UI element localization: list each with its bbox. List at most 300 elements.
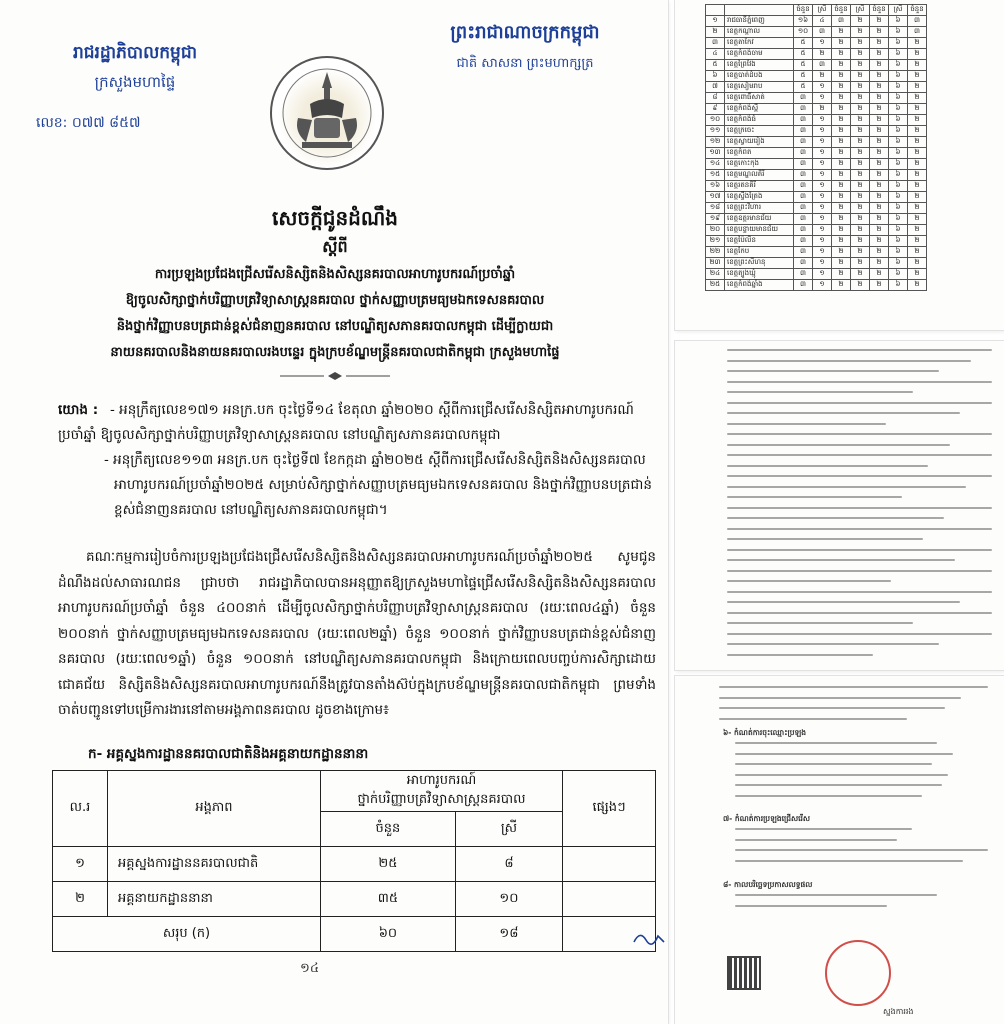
table-cell: ២ — [908, 269, 927, 280]
table-cell: ៦ — [889, 49, 908, 60]
table-cell: ៣ — [794, 159, 813, 170]
table-cell: ៦ — [889, 203, 908, 214]
col-header-female: ស្រី — [455, 812, 562, 847]
kingdom-header — [430, 20, 620, 74]
table-cell: ២ — [851, 71, 870, 82]
table-cell: ៣ — [794, 126, 813, 137]
table-cell: ២ — [870, 247, 889, 258]
province-name-cell: ខេត្តប៉ៃលិន — [725, 236, 794, 247]
table-cell: ៣ — [794, 258, 813, 269]
table-cell: ២ — [851, 170, 870, 181]
table-cell: ២ — [832, 71, 851, 82]
official-stamp-icon — [825, 940, 891, 1006]
table-cell: ១ — [813, 181, 832, 192]
table-cell: ២ — [908, 170, 927, 181]
table-cell: ១៦ — [794, 16, 813, 27]
table-cell: ៣ — [813, 60, 832, 71]
table-cell: ១០ — [794, 27, 813, 38]
table-row — [53, 882, 656, 917]
table-cell: ២ — [908, 159, 927, 170]
table-cell: ២ — [832, 247, 851, 258]
row-no: ១ — [53, 847, 108, 882]
province-name-cell: ខេត្តព្រះវិហារ — [725, 203, 794, 214]
table-cell: ២ — [851, 258, 870, 269]
table-cell: ៣ — [794, 236, 813, 247]
table-row — [706, 137, 927, 148]
table-cell: ១៦ — [706, 181, 725, 192]
province-name-cell: ខេត្តកែប — [725, 247, 794, 258]
row-total: ៣៥ — [321, 882, 456, 917]
table-cell: ២ — [851, 225, 870, 236]
table-cell: ២ — [832, 170, 851, 181]
table-cell: ៦ — [889, 192, 908, 203]
table-cell: ២ — [908, 49, 927, 60]
table-cell: ២ — [851, 93, 870, 104]
table-cell: ២ — [870, 38, 889, 49]
table-cell: ៣ — [794, 280, 813, 291]
table-row — [706, 225, 927, 236]
table-cell: ២ — [870, 170, 889, 181]
table-cell: ៣ — [794, 247, 813, 258]
qr-code-icon — [727, 956, 761, 990]
table-cell: ២ — [832, 126, 851, 137]
row-female: ១០ — [455, 882, 562, 917]
table-cell: ៦ — [889, 236, 908, 247]
table-cell: ៣ — [813, 27, 832, 38]
table-row — [706, 181, 927, 192]
province-name-cell: ខេត្តស្វាយរៀង — [725, 137, 794, 148]
table-row — [706, 82, 927, 93]
table-cell: ២ — [908, 60, 927, 71]
table-cell: ២ — [870, 137, 889, 148]
row-other — [563, 847, 656, 882]
table-sum-row — [53, 917, 656, 952]
reference-number: លេខ: ០៧៧ ៨៥៧ — [36, 115, 141, 131]
table-row — [706, 192, 927, 203]
signer-name: ស្នងការរង — [883, 1007, 914, 1016]
table-cell: ២ — [908, 214, 927, 225]
table-cell: ២៤ — [706, 269, 725, 280]
table-cell: ១២ — [706, 137, 725, 148]
table-row — [706, 203, 927, 214]
table-cell: ២ — [870, 181, 889, 192]
table-cell: ៣ — [794, 115, 813, 126]
table-cell: ៣ — [908, 16, 927, 27]
subject-line-4: នាយនគរបាលនិងនាយនគរបាលរងបន្ទេរ ក្នុងក្របខ័ណ្ឌមន្ត្រីនគរបាលជាតិកម្ពុជា ក្រសួងមហាផ្ទៃ — [110, 345, 560, 360]
table-cell: ២ — [851, 16, 870, 27]
row-female: ៨ — [455, 847, 562, 882]
table-cell: ២ — [908, 71, 927, 82]
col-header-other: ផ្សេងៗ — [563, 771, 656, 847]
body-paragraph: គណៈកម្មការរៀបចំការប្រឡងប្រជែងជ្រើសរើសនិស្សិតនិងសិស្សនគរបាលអាហារូបករណ៍ប្រចាំឆ្នាំ២០២៥ សូមជូនដំណឹងដល់សាធារណជន ជ្រាបថា រាជរដ្ឋាភិបាលបានអនុញ្ញាតឱ្យក្រសួងមហាផ្ទៃជ្រើសរើសនិស្សិតនិងសិស្សនគរបាលអាហារូបករណ៍ប្រចាំឆ្នាំ ចំនួន ៤០០នាក់ ដើម្បីចូលសិក្សាថ្នាក់បរិញ្ញាបត្រវិទ្យាសាស្ត្រនគរបាល (រយៈពេល៤ឆ្នាំ) ចំនួន ២០០នាក់ ថ្នាក់សញ្ញាបត្រមធ្យមឯកទេសនគរបាល (រយៈពេល២ឆ្នាំ) ចំនួន ១០០នាក់ ថ្នាក់វិញ្ញាបនបត្រជាន់ខ្ពស់ជំនាញនគរបាល (រយៈពេល១ឆ្នាំ) ចំនួន ១០០នាក់ នៅបណ្ឌិត្យសភានគរបាលកម្ពុជា និងក្រោយពេលបញ្ចប់ការសិក្សាដោយជោគជ័យ និស្សិតនិងសិស្សនគរបាលអាហារូបករណ៍នឹងត្រូវបានតាំងស៊ប់ក្នុងក្របខ័ណ្ឌមន្ត្រីនគរបាលជាតិកម្ពុជា ព្រមទាំងចាត់បញ្ជូនទៅបម្រើការងារនៅតាមអង្គភាពនគរបាល ដូចខាងក្រោម៖ — [58, 549, 656, 718]
table-cell: ២ — [908, 192, 927, 203]
table-cell: ២ — [851, 137, 870, 148]
allocation-table — [52, 770, 656, 952]
table-cell: ១ — [813, 203, 832, 214]
province-name-cell: ខេត្តឧត្តរមានជ័យ — [725, 214, 794, 225]
province-name-cell: ខេត្តកំពង់ធំ — [725, 115, 794, 126]
table-cell: ៦ — [889, 93, 908, 104]
table-cell: ២ — [851, 159, 870, 170]
section-7-heading: ៧- កំណត់ការប្រឡងជ្រើសរើស — [723, 814, 811, 823]
table-cell: ២ — [851, 214, 870, 225]
table-cell: ២ — [813, 104, 832, 115]
references-label: យោង : — [58, 402, 99, 418]
reference-item-1-text: - អនុក្រឹត្យលេខ១៧១ អនក្រ.បក ចុះថ្ងៃទី១៤ ខែតុលា ឆ្នាំ២០២០ ស្តីពីការជ្រើសរើសនិស្សិតអាហារូបករណ៍ប្រចាំឆ្នាំ ឱ្យចូលសិក្សាថ្នាក់បរិញ្ញាបត្រវិទ្យាសាស្ត្រនគរបាល នៅបណ្ឌិត្យសភានគរបាលកម្ពុជា — [58, 402, 634, 443]
section-6-heading: ៦- កំណត់ការចុះឈ្មោះប្រឡង — [723, 728, 807, 737]
table-cell: ២ — [851, 82, 870, 93]
header-cell: ស្រី — [851, 5, 870, 16]
table-cell: ២ — [908, 247, 927, 258]
table-cell: ២ — [851, 38, 870, 49]
national-motto: ជាតិ សាសនា ព្រះមហាក្សត្រ — [456, 56, 594, 71]
table-cell: ២ — [832, 148, 851, 159]
table-cell: ២ — [870, 27, 889, 38]
table-cell: ២ — [851, 104, 870, 115]
table-cell: ២ — [908, 93, 927, 104]
table-cell: ២៥ — [706, 280, 725, 291]
table-cell: ២ — [851, 148, 870, 159]
table-cell: ២ — [851, 236, 870, 247]
table-cell: ៣ — [794, 148, 813, 159]
table-row — [706, 16, 927, 27]
table-cell: ២ — [832, 236, 851, 247]
page-4-text-lines-top — [719, 686, 988, 728]
table-cell: ៣ — [794, 225, 813, 236]
table-row — [706, 27, 927, 38]
table-row — [706, 269, 927, 280]
table-cell: ២ — [851, 49, 870, 60]
province-name-cell: ខេត្តមណ្ឌលគិរី — [725, 170, 794, 181]
header-cell: ចំនួន — [908, 5, 927, 16]
references-block — [58, 398, 658, 523]
table-cell: ៦ — [889, 269, 908, 280]
table-cell: ២ — [832, 93, 851, 104]
table-cell: ៣ — [832, 16, 851, 27]
table-row — [706, 104, 927, 115]
table-cell: ៦ — [889, 181, 908, 192]
table-cell: ២ — [870, 16, 889, 27]
table-row — [53, 847, 656, 882]
province-name-cell: ខេត្តបន្ទាយមានជ័យ — [725, 225, 794, 236]
table-cell: ២ — [851, 115, 870, 126]
table-cell: ២២ — [706, 247, 725, 258]
col-header-scholarship-l2: ថ្នាក់បរិញ្ញាបត្រវិទ្យាសាស្ត្រនគរបាល — [357, 792, 526, 807]
sum-female: ១៨ — [455, 917, 562, 952]
table-cell: ២ — [832, 225, 851, 236]
table-cell: ៣ — [794, 203, 813, 214]
table-cell: ២ — [851, 192, 870, 203]
table-cell: ២៣ — [706, 258, 725, 269]
header-cell: ចំនួន — [794, 5, 813, 16]
table-cell: ២ — [832, 104, 851, 115]
province-allocation-table — [705, 4, 927, 291]
table-cell: ២ — [870, 93, 889, 104]
table-cell: ១ — [813, 126, 832, 137]
page-3-conditions — [675, 341, 1004, 670]
row-other — [563, 882, 656, 917]
table-cell: ៦ — [889, 27, 908, 38]
table-cell: ២ — [851, 27, 870, 38]
table-cell: ២ — [832, 38, 851, 49]
table-cell: ២ — [908, 38, 927, 49]
table-cell: ២ — [870, 104, 889, 115]
col-header-unit: អង្គភាព — [108, 771, 321, 847]
table-cell: ២ — [870, 280, 889, 291]
table-cell: ២ — [908, 126, 927, 137]
table-cell: ៦ — [889, 214, 908, 225]
seal-emblem-icon — [272, 58, 382, 168]
table-cell: ៨ — [706, 93, 725, 104]
header-cell: ស្រី — [813, 5, 832, 16]
table-cell: ២ — [870, 126, 889, 137]
table-row — [706, 159, 927, 170]
table-cell: ១ — [813, 38, 832, 49]
header-cell: ចំនួន — [870, 5, 889, 16]
table-cell: ២ — [870, 115, 889, 126]
header-cell — [725, 5, 794, 16]
province-name-cell: ខេត្តកោះកុង — [725, 159, 794, 170]
province-table-header — [706, 5, 927, 16]
table-cell: ២ — [870, 49, 889, 60]
table-cell: ៦ — [889, 38, 908, 49]
table-cell: ២ — [832, 115, 851, 126]
table-cell: ២ — [832, 27, 851, 38]
table-row — [706, 148, 927, 159]
sum-label: សរុប (ក) — [53, 917, 321, 952]
table-cell: ២ — [832, 137, 851, 148]
table-cell: ២ — [908, 203, 927, 214]
table-cell: ៦ — [889, 280, 908, 291]
table-cell: ៦ — [889, 60, 908, 71]
table-row — [706, 60, 927, 71]
table-cell: ៤ — [706, 49, 725, 60]
table-cell: ៣ — [794, 170, 813, 181]
section-8-heading: ៨- កាលបរិច្ឆេទប្រកាសលទ្ធផល — [723, 880, 813, 889]
table-cell: ៥ — [794, 38, 813, 49]
province-name-cell: ខេត្តកណ្តាល — [725, 27, 794, 38]
table-cell: ២ — [851, 247, 870, 258]
col-header-no: ល.រ — [53, 771, 108, 847]
table-cell: ២ — [832, 181, 851, 192]
row-unit: អគ្គស្នងការដ្ឋាននគរបាលជាតិ — [108, 847, 321, 882]
province-name-cell: ខេត្តក្រចេះ — [725, 126, 794, 137]
table-cell: ២ — [832, 269, 851, 280]
table-cell: ២ — [908, 258, 927, 269]
table-cell: ៩ — [706, 104, 725, 115]
page-number: ១៤ — [300, 961, 320, 976]
table-row — [706, 280, 927, 291]
table-row — [706, 49, 927, 60]
col-header-total: ចំនួន — [321, 812, 456, 847]
col-header-scholarship — [321, 771, 563, 812]
sum-total: ៦០ — [321, 917, 456, 952]
table-cell: ២ — [851, 269, 870, 280]
province-name-cell: ខេត្តសៀមរាប — [725, 82, 794, 93]
table-cell: ៦ — [889, 126, 908, 137]
table-cell: ៣ — [706, 38, 725, 49]
header-cell: ចំនួន — [832, 5, 851, 16]
table-cell: ៣ — [794, 93, 813, 104]
table-cell: ១០ — [706, 115, 725, 126]
table-cell: ៦ — [889, 247, 908, 258]
table-cell: ៦ — [889, 258, 908, 269]
table-cell: ២ — [870, 214, 889, 225]
table-cell: ១៩ — [706, 214, 725, 225]
table-cell: ២ — [813, 49, 832, 60]
table-cell: ៦ — [889, 148, 908, 159]
table-cell: ៥ — [794, 71, 813, 82]
table-cell: ២ — [908, 137, 927, 148]
table-cell: ១១ — [706, 126, 725, 137]
table-cell: ១ — [813, 236, 832, 247]
table-row — [706, 71, 927, 82]
page-2-allocation-table — [675, 0, 1004, 330]
table-cell: ៥ — [794, 49, 813, 60]
table-cell: ២ — [908, 225, 927, 236]
table-cell: ៦ — [889, 104, 908, 115]
table-cell: ១ — [813, 280, 832, 291]
table-cell: ២ — [870, 192, 889, 203]
announcement-subtitle: ស្តីពី — [322, 237, 348, 256]
row-unit: អគ្គនាយកដ្ឋាននានា — [108, 882, 321, 917]
row-total: ២៥ — [321, 847, 456, 882]
table-cell: ៣ — [794, 192, 813, 203]
table-row — [706, 93, 927, 104]
table-row — [706, 258, 927, 269]
province-name-cell: ខេត្តព្រះសីហនុ — [725, 258, 794, 269]
page-3-text-lines — [727, 349, 992, 664]
table-cell: ៦ — [889, 170, 908, 181]
table-cell: ២ — [832, 203, 851, 214]
table-cell: ២ — [832, 192, 851, 203]
table-cell: ២ — [908, 148, 927, 159]
table-cell: ៥ — [706, 60, 725, 71]
table-cell: ១ — [813, 115, 832, 126]
table-cell: ២ — [870, 269, 889, 280]
table-cell: ២ — [832, 214, 851, 225]
ministry-line1: រាជរដ្ឋាភិបាលកម្ពុជា — [72, 43, 198, 63]
table-row — [706, 214, 927, 225]
subject-line-1: ការប្រឡងប្រជែងជ្រើសរើសនិស្សិតនិងសិស្សនគរបាលអាហារូបករណ៍ប្រចាំឆ្នាំ — [154, 267, 516, 282]
table-cell: ៣ — [794, 214, 813, 225]
table-cell: ២១ — [706, 236, 725, 247]
table-cell: ៦ — [889, 82, 908, 93]
table-cell: ១ — [813, 269, 832, 280]
table-cell: ២ — [832, 49, 851, 60]
table-cell: ១៥ — [706, 170, 725, 181]
page-4-text-lines-low — [735, 828, 988, 870]
province-name-cell: ខេត្តត្បូងឃ្មុំ — [725, 269, 794, 280]
page-4-text-lines-end — [735, 894, 988, 915]
table-cell: ១ — [706, 16, 725, 27]
table-cell: ១ — [813, 159, 832, 170]
table-cell: ២ — [832, 82, 851, 93]
table-cell: ២ — [851, 203, 870, 214]
table-cell: ២ — [832, 159, 851, 170]
header-cell: ស្រី — [889, 5, 908, 16]
table-cell: ២ — [870, 225, 889, 236]
table-cell: ២ — [870, 258, 889, 269]
table-cell: ៧ — [706, 82, 725, 93]
table-row — [706, 126, 927, 137]
table-cell: ១ — [813, 170, 832, 181]
table-cell: ២ — [851, 60, 870, 71]
table-cell: ៣ — [794, 104, 813, 115]
province-name-cell: ខេត្តបាត់ដំបង — [725, 71, 794, 82]
table-cell: ២ — [908, 236, 927, 247]
ornament-divider — [280, 372, 390, 380]
table-cell: ២ — [832, 280, 851, 291]
reference-item-2: - អនុក្រឹត្យលេខ១១៣ អនក្រ.បក ចុះថ្ងៃទី៧ ខែកក្កដា ឆ្នាំ២០២៥ ស្តីពីការជ្រើសរើសនិស្សិតនិងសិស្សនគរបាលអាហារូបករណ៍ប្រចាំឆ្នាំ២០២៥ សម្រាប់សិក្សាថ្នាក់សញ្ញាបត្រមធ្យមឯកទេសនគរបាល និងថ្នាក់វិញ្ញាបនបត្រជាន់ខ្ពស់ជំនាញនគរបាល នៅបណ្ឌិត្យសភានគរបាលកម្ពុជា។ — [104, 452, 652, 518]
table-row — [706, 170, 927, 181]
table-cell: ១ — [813, 82, 832, 93]
ministry-line2: ក្រសួងមហាផ្ទៃ — [94, 73, 176, 91]
table-cell: ២ — [870, 148, 889, 159]
table-cell: ២ — [908, 104, 927, 115]
table-cell: ២ — [908, 115, 927, 126]
province-name-cell: ខេត្តកំពង់ឆ្នាំង — [725, 280, 794, 291]
page-4-text-lines-mid — [735, 742, 988, 805]
table-cell: ២ — [870, 203, 889, 214]
table-cell: ៦ — [706, 71, 725, 82]
province-name-cell: ខេត្តពោធិ៍សាត់ — [725, 93, 794, 104]
table-cell: ២ — [908, 82, 927, 93]
province-name-cell: ខេត្តកំពត — [725, 148, 794, 159]
table-cell: ៣ — [794, 181, 813, 192]
table-cell: ១ — [813, 225, 832, 236]
table-cell: ៤ — [813, 16, 832, 27]
subject-line-3: និងថ្នាក់វិញ្ញាបនបត្រជាន់ខ្ពស់ជំនាញនគរបាល នៅបណ្ឌិត្យសភានគរបាលកម្ពុជា ដើម្បីក្លាយជា — [116, 319, 554, 334]
table-cell: ២ — [832, 60, 851, 71]
table-cell: ២ — [851, 126, 870, 137]
province-name-cell: ខេត្តព្រៃវែង — [725, 60, 794, 71]
table-cell: ២ — [832, 258, 851, 269]
table-row — [706, 247, 927, 258]
table-cell: ៦ — [889, 159, 908, 170]
table-cell: ៣ — [794, 269, 813, 280]
province-name-cell: ខេត្តតាកែវ — [725, 38, 794, 49]
table-cell: ១៤ — [706, 159, 725, 170]
table-cell: ២ — [851, 280, 870, 291]
subject-line-2: ឱ្យចូលសិក្សាថ្នាក់បរិញ្ញាបត្រវិទ្យាសាស្ត្រនគរបាល ថ្នាក់សញ្ញាបត្រមធ្យមឯកទេសនគរបាល — [125, 293, 545, 308]
table-cell: ២ — [908, 181, 927, 192]
table-cell: ១ — [813, 192, 832, 203]
province-name-cell: ខេត្តកំពង់ចាម — [725, 49, 794, 60]
page-4-registration — [675, 676, 1004, 1024]
table-cell: ៦ — [889, 225, 908, 236]
table-cell: ១ — [813, 247, 832, 258]
announcement-title: សេចក្តីជូនដំណឹង — [272, 206, 398, 230]
table-cell: ១ — [813, 258, 832, 269]
royal-seal-emblem — [270, 56, 384, 170]
table-row — [706, 115, 927, 126]
table-cell: ១៧ — [706, 192, 725, 203]
table-cell: ២ — [813, 71, 832, 82]
table-cell: ២០ — [706, 225, 725, 236]
table-cell: ២ — [870, 60, 889, 71]
province-name-cell: ខេត្តកំពង់ស្ពឺ — [725, 104, 794, 115]
province-name-cell: ខេត្តរតនគិរី — [725, 181, 794, 192]
row-no: ២ — [53, 882, 108, 917]
table-cell: ៣ — [908, 27, 927, 38]
table-cell: ៥ — [794, 60, 813, 71]
reference-item-1 — [58, 398, 658, 448]
table-cell: ១ — [813, 137, 832, 148]
table-cell: ២ — [870, 159, 889, 170]
kingdom-name: ព្រះរាជាណាចក្រកម្ពុជា — [450, 22, 600, 43]
province-name-cell: ខេត្តស្ទឹងត្រែង — [725, 192, 794, 203]
